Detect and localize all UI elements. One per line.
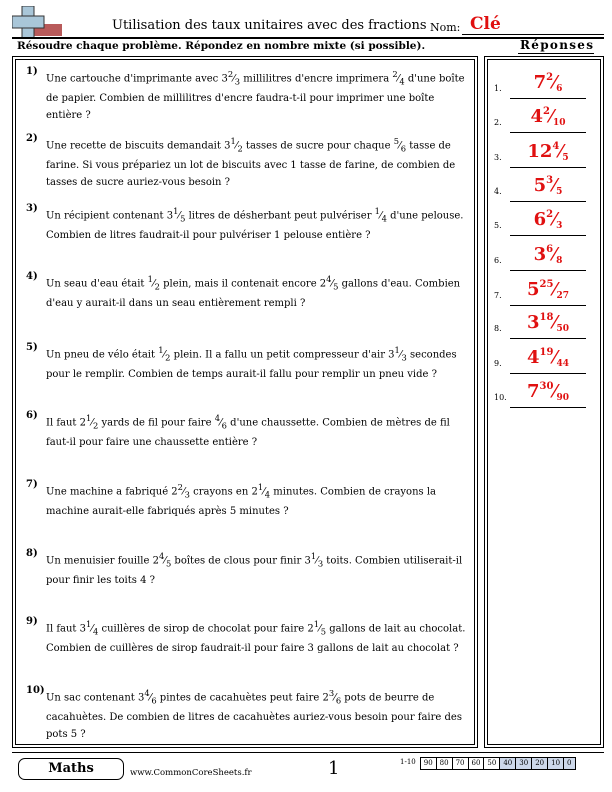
problem-text: Un sac contenant $3^4⁄_6$ pintes de cacahuètes peut faire $2^3⁄_6$ pots de beurre de cacahuètes. De combien de litres de cacahuètes auriez-vous besoin pour faire des pots 5 ? <box>46 688 462 741</box>
name-label: Nom: <box>430 21 461 34</box>
answer-6 <box>488 240 600 274</box>
answer-number: 2. <box>494 118 502 127</box>
answer-number: 3. <box>494 153 502 162</box>
problem-text: Une machine a fabriqué $2^2⁄_3$ crayons en $2^1⁄_4$ minutes. Combien de crayons la machine aurait-elle fabriqués après 5 minutes ? <box>46 482 436 518</box>
answer-3 <box>488 137 600 171</box>
worksheet-title: Utilisation des taux unitaires avec des fractions <box>112 18 427 33</box>
problem-number: 5) <box>26 342 38 353</box>
answer-number: 6. <box>494 256 502 265</box>
answer-number: 9. <box>494 359 502 368</box>
page-number: 1 <box>328 758 340 779</box>
score-cell: 40 <box>499 757 516 770</box>
score-cell: 80 <box>436 757 453 770</box>
answer-1 <box>488 68 600 102</box>
footer-rule <box>12 752 604 753</box>
problem-number: 9) <box>26 616 38 627</box>
problem-text: Un récipient contenant $3^1⁄_5$ litres de désherbant peut pulvériser $^1⁄_4$ d'une pelouse. Combien de litres faudrait-il pour pulvériser 1 pelouse entière ? <box>46 206 464 242</box>
problem-text: Un menuisier fouille $2^4⁄_5$ boîtes de clous pour finir $3^1⁄_3$ toits. Combien utiliserait-il pour finir les toits 4 ? <box>46 551 463 587</box>
answers-title: Réponses <box>520 38 595 52</box>
problem-text: Un pneu de vélo était $^1⁄_2$ plein. Il a fallu un petit compresseur d'air $3^1⁄_3$ secondes pour le remplir. Combien de temps aurait-il fallu pour remplir un pneu vide ? <box>46 345 457 381</box>
answer-value: $6^2⁄_3$ <box>533 209 563 231</box>
site-url: www.CommonCoreSheets.fr <box>130 768 252 778</box>
score-cell: 50 <box>483 757 500 770</box>
problem-number: 7) <box>26 479 38 490</box>
score-cell: 90 <box>420 757 437 770</box>
problem-number: 8) <box>26 548 38 559</box>
problem-number: 1) <box>26 66 38 77</box>
answer-line <box>510 373 586 374</box>
problem-number: 3) <box>26 203 38 214</box>
answer-line <box>510 235 586 236</box>
problem-number: 4) <box>26 271 38 282</box>
answer-line <box>510 98 586 99</box>
name-value-key: Clé <box>470 14 501 34</box>
answer-value: $12^4⁄_5$ <box>527 141 569 163</box>
answer-value: $7^{30}⁄_{90}$ <box>527 381 569 403</box>
answer-number: 1. <box>494 84 502 93</box>
subject-badge: Maths <box>18 758 124 780</box>
answer-line <box>510 338 586 339</box>
problem-number: 2) <box>26 133 38 144</box>
answer-number: 8. <box>494 324 502 333</box>
answer-line <box>510 167 586 168</box>
header-rule <box>12 37 604 39</box>
answer-line <box>510 132 586 133</box>
answer-value: $7^2⁄_6$ <box>533 72 563 94</box>
answer-number: 7. <box>494 291 502 300</box>
answer-number: 5. <box>494 221 502 230</box>
score-scale <box>398 757 576 770</box>
score-cell: 0 <box>563 757 575 770</box>
problem-text: Un seau d'eau était $^1⁄_2$ plein, mais il contenait encore $2^4⁄_5$ gallons d'eau. Combien d'eau y aurait-il dans un seau entièrement rempli ? <box>46 274 461 310</box>
answer-7 <box>488 275 600 309</box>
answer-number: 4. <box>494 187 502 196</box>
problem-text: Il faut $2^1⁄_2$ yards de fil pour faire $^4⁄_6$ d'une chaussette. Combien de mètres de fil faut-il pour faire une chaussette entière ? <box>46 413 450 449</box>
answer-line <box>510 407 586 408</box>
score-cell: 30 <box>515 757 532 770</box>
score-label: 1-10 <box>400 758 416 766</box>
answer-value: $3^{18}⁄_{50}$ <box>527 312 569 334</box>
answer-value: $4^2⁄_{10}$ <box>530 106 566 128</box>
answers-title-underline <box>518 53 594 54</box>
problem-text: Il faut $3^1⁄_4$ cuillères de sirop de chocolat pour faire $2^1⁄_5$ gallons de lait au chocolat. Combien de cuillères de sirop faudrait-il pour faire 3 gallons de lait au chocolat ? <box>46 619 466 655</box>
answer-value: $5^3⁄_5$ <box>533 175 563 197</box>
answer-9 <box>488 343 600 377</box>
answer-8 <box>488 308 600 342</box>
score-cell: 10 <box>547 757 564 770</box>
answer-line <box>510 270 586 271</box>
instructions: Résoudre chaque problème. Répondez en nombre mixte (si possible). <box>17 40 426 52</box>
answer-value: $4^{19}⁄_{44}$ <box>527 347 569 369</box>
score-cell: 70 <box>452 757 469 770</box>
problem-number: 6) <box>26 410 38 421</box>
problem-number: 10) <box>26 685 45 696</box>
plus-icon-logo <box>12 6 62 40</box>
answer-5 <box>488 205 600 239</box>
problem-text: Une recette de biscuits demandait $3^1⁄_2$ tasses de sucre pour chaque $^5⁄_6$ tasse de farine. Si vous prépariez un lot de biscuits avec 1 tasse de farine, de combien de tasses de sucre auriez-vous besoin ? <box>46 136 456 189</box>
answer-10 <box>488 377 600 411</box>
answer-line <box>510 201 586 202</box>
answer-line <box>510 305 586 306</box>
name-line <box>462 34 604 35</box>
answer-number: 10. <box>494 393 507 402</box>
answer-2 <box>488 102 600 136</box>
answer-4 <box>488 171 600 205</box>
answer-value: $3^6⁄_8$ <box>533 244 563 266</box>
problem-text: Une cartouche d'imprimante avec $3^2⁄_3$ millilitres d'encre imprimera $^2⁄_4$ d'une boîte de papier. Combien de millilitres d'encre faudra-t-il pour imprimer une boîte entière ? <box>46 69 465 122</box>
score-cell: 60 <box>468 757 485 770</box>
score-cell: 20 <box>531 757 548 770</box>
answer-value: $5^{25}⁄_{27}$ <box>527 279 569 301</box>
